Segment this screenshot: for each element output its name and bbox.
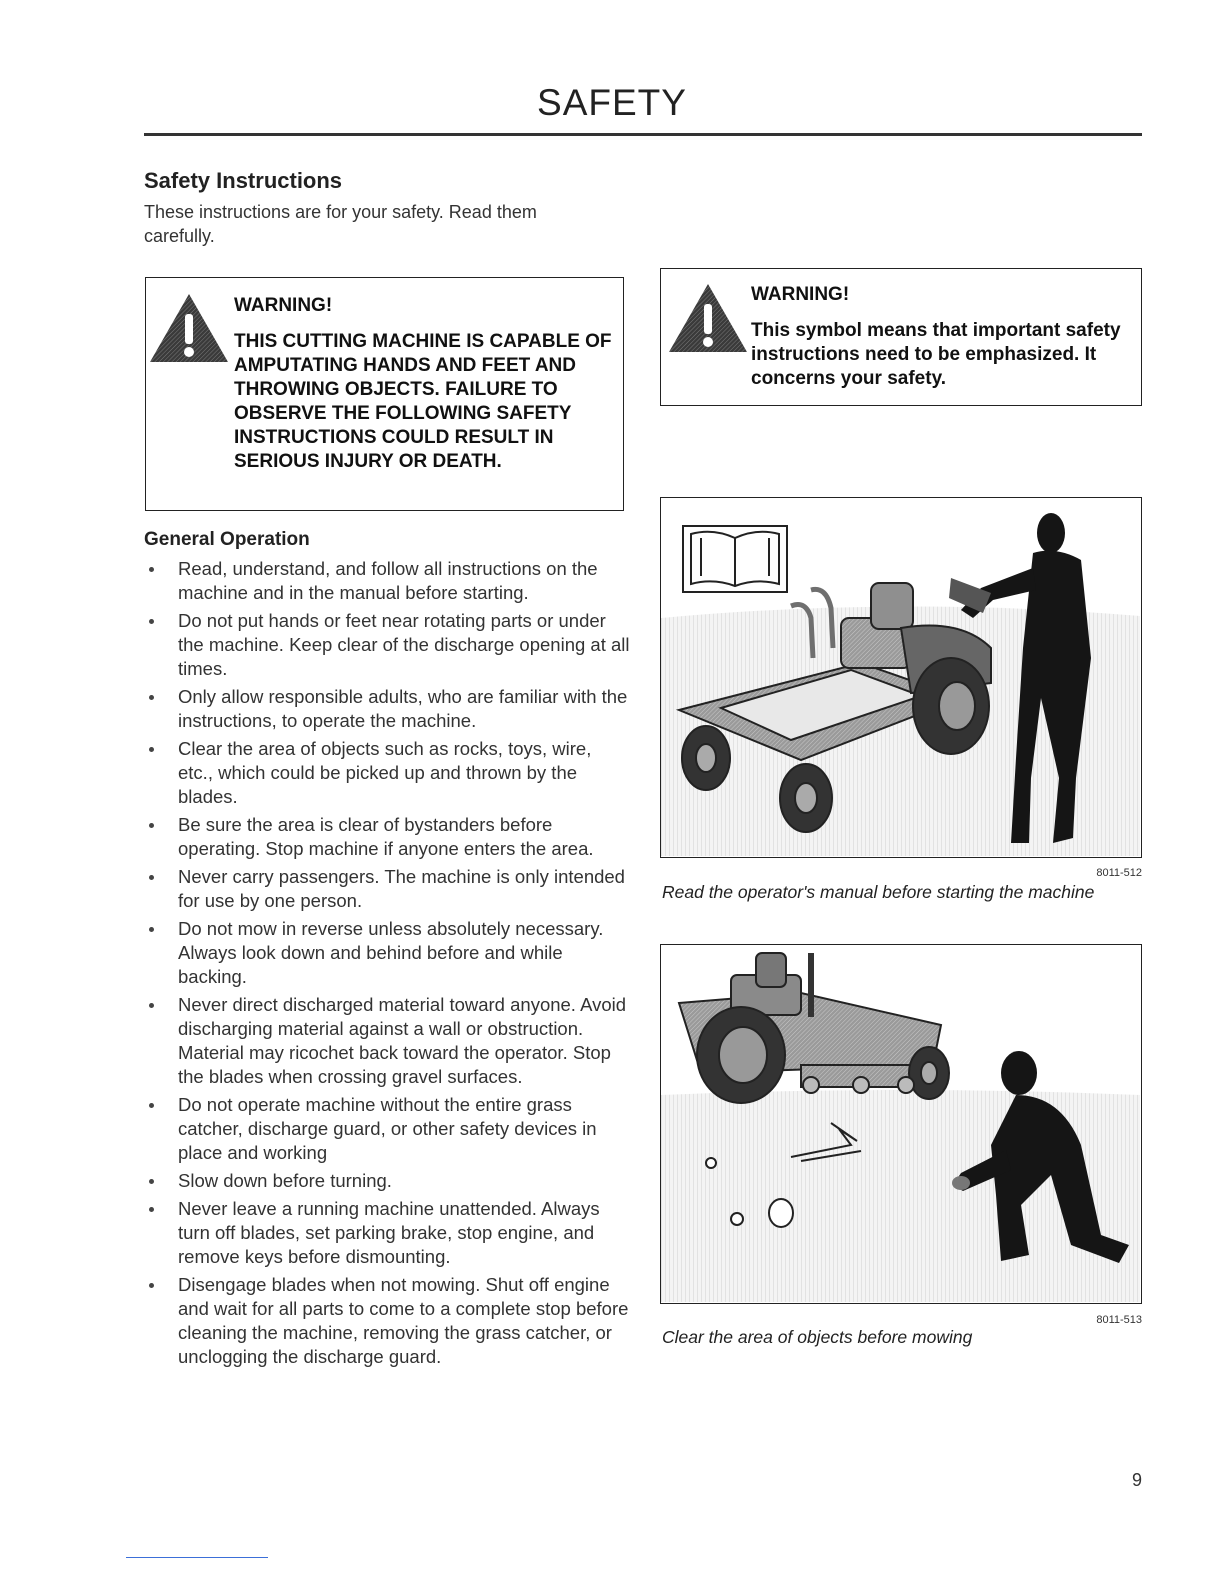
page-number: 9	[1131, 1470, 1142, 1490]
zero-turn-mower	[679, 953, 949, 1103]
list-item: Be sure the area is clear of bystanders before operating. Stop machine if anyone enters the area.	[144, 813, 630, 861]
warning-text: This symbol means that important safety instructions need to be emphasized. It concerns your safety.	[751, 320, 1121, 389]
mower-and-operator-illustration	[661, 498, 1140, 856]
warning-label: WARNING!	[234, 295, 333, 316]
figure-caption: Read the operator's manual before starting the machine	[662, 882, 1095, 902]
page-title: SAFETY	[537, 82, 687, 123]
list-item: Only allow responsible adults, who are familiar with the instructions, to operate the machine.	[144, 685, 630, 733]
general-operation-heading: General Operation	[144, 529, 310, 550]
warning-triangle-icon	[148, 292, 230, 364]
figure-code: 8011-512	[1096, 867, 1142, 879]
list-item: Never direct discharged material toward anyone. Avoid discharging material against a wall or obstruction. Material may ricochet back toward the operator. Stop the blades when crossing gravel surfaces.	[144, 993, 630, 1089]
figure-caption: Clear the area of objects before mowing	[662, 1327, 973, 1347]
section-heading: Safety Instructions	[144, 168, 343, 193]
list-item: Disengage blades when not mowing. Shut off engine and wait for all parts to come to a complete stop before cleaning the machine, removing the grass catcher, or unclogging the discharge guard.	[144, 1273, 630, 1369]
illustration-clear-objects	[660, 944, 1142, 1304]
figure-code: 8011-513	[1096, 1314, 1142, 1326]
list-item: Slow down before turning.	[144, 1169, 630, 1193]
warning-triangle-icon	[667, 282, 749, 354]
intro-paragraph: These instructions are for your safety. Read them carefully.	[144, 202, 537, 246]
footer-link-line	[126, 1557, 268, 1558]
warning-text: THIS CUTTING MACHINE IS CAPABLE OF AMPUTATING HANDS AND FEET AND THROWING OBJECTS. FAILURE TO OBSERVE THE FOLLOWING SAFETY INSTRUCTIONS COULD RESULT IN SERIOUS INJURY OR DEATH.	[234, 331, 612, 472]
list-item: Clear the area of objects such as rocks, toys, wire, etc., which could be picked up and thrown by the blades.	[144, 737, 630, 809]
warning-box-symbol	[660, 268, 1142, 406]
warning-box-amputation	[145, 277, 624, 511]
list-item: Do not put hands or feet near rotating parts or under the machine. Keep clear of the discharge opening at all times.	[144, 609, 630, 681]
general-operation-list	[144, 557, 630, 1373]
title-divider	[144, 133, 1142, 136]
list-item: Do not operate machine without the entire grass catcher, discharge guard, or other safety devices in place and working	[144, 1093, 630, 1165]
mower-and-kneeling-person-illustration	[661, 945, 1140, 1302]
list-item: Do not mow in reverse unless absolutely necessary. Always look down and behind before and while backing.	[144, 917, 630, 989]
manual-book-icon	[683, 526, 787, 592]
list-item: Read, understand, and follow all instructions on the machine and in the manual before starting.	[144, 557, 630, 605]
list-item: Never carry passengers. The machine is only intended for use by one person.	[144, 865, 630, 913]
list-item: Never leave a running machine unattended. Always turn off blades, set parking brake, stop engine, and remove keys before dismounting.	[144, 1197, 630, 1269]
illustration-read-manual	[660, 497, 1142, 858]
warning-label: WARNING!	[751, 284, 850, 305]
